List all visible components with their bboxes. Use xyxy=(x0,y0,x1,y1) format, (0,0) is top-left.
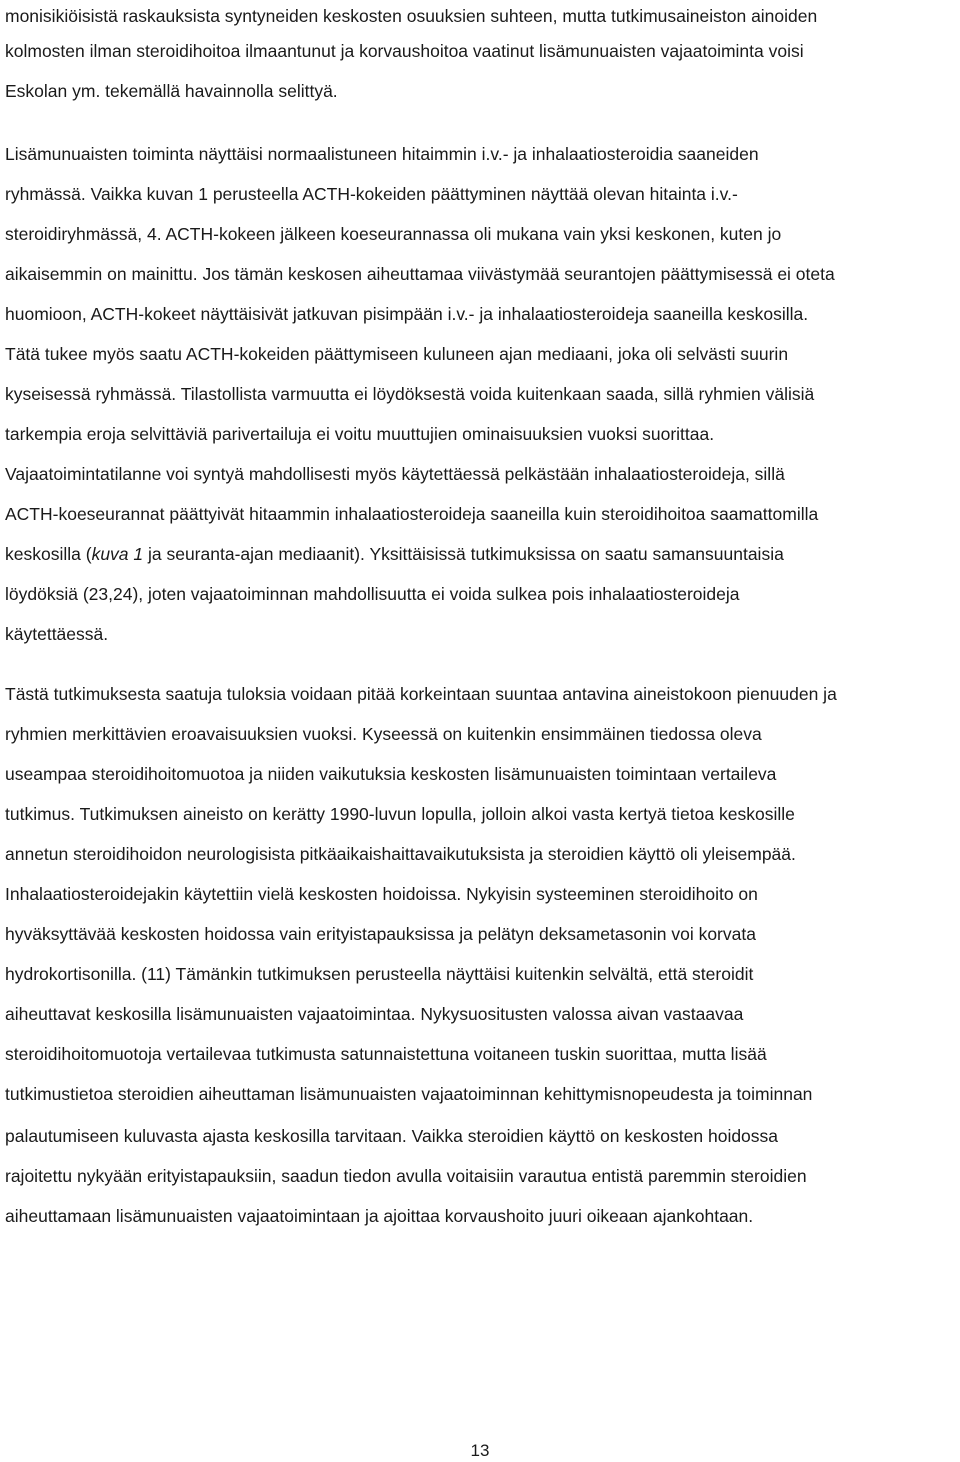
paragraph-line: hydrokortisonilla. (11) Tämänkin tutkimuksen perusteella näyttäisi kuitenkin selvältä, että steroidit xyxy=(5,964,754,984)
paragraph-line: Tätä tukee myös saatu ACTH-kokeiden päättymiseen kuluneen ajan mediaani, joka oli selvästi suurin xyxy=(5,344,789,364)
page-number: 13 xyxy=(470,1441,490,1460)
paragraph-line: tutkimustietoa steroidien aiheuttaman lisämunuaisten vajaatoiminnan kehittymisnopeudesta ja toiminnan xyxy=(5,1084,813,1104)
paragraph-line: ACTH-koeseurannat päättyivät hitaammin inhalaatiosteroideja saaneilla kuin steroidihoitoa saamattomilla xyxy=(5,504,819,524)
paragraph-line: käytettäessä. xyxy=(5,624,109,644)
paragraph-line: aikaisemmin on mainittu. Jos tämän keskosen aiheuttamaa viivästymää seurantojen päättymisessä ei oteta xyxy=(5,264,835,284)
paragraph-line: tarkempia eroja selvittäviä parivertailuja ei voitu muuttujien ominaisuuksien vuoksi suorittaa. xyxy=(5,424,715,444)
paragraph-line: Eskolan ym. tekemällä havainnolla selittyä. xyxy=(5,81,338,101)
paragraph-line: tutkimus. Tutkimuksen aineisto on kerätty 1990-luvun lopulla, jolloin alkoi vasta kertyä tietoa keskosille xyxy=(5,804,795,824)
paragraph-line: palautumiseen kuluvasta ajasta keskosilla tarvitaan. Vaikka steroidien käyttö on keskosten hoidossa xyxy=(5,1126,779,1146)
paragraph-line: steroidihoitomuotoja vertailevaa tutkimusta satunnaistettuna voitaneen tuskin suorittaa, mutta lisää xyxy=(5,1044,767,1064)
line-text-after: ja seuranta-ajan mediaanit). Yksittäisissä tutkimuksissa on saatu samansuuntaisia xyxy=(143,544,784,564)
paragraph-line xyxy=(5,543,784,565)
paragraph-line: huomioon, ACTH-kokeet näyttäisivät jatkuvan pisimpään i.v.- ja inhalaatiosteroideja saaneilla keskosilla. xyxy=(5,304,809,324)
paragraph-line: ryhmien merkittävien eroavaisuuksien vuoksi. Kyseessä on kuitenkin ensimmäinen tiedossa oleva xyxy=(5,724,762,744)
paragraph-line: löydöksiä (23,24), joten vajaatoiminnan mahdollisuutta ei voida sulkea pois inhalaatiosteroideja xyxy=(5,584,740,604)
paragraph-line: monisikiöisistä raskauksista syntyneiden keskosten osuuksien suhteen, mutta tutkimusaineiston ainoiden xyxy=(5,6,818,26)
paragraph-line: annetun steroidihoidon neurologisista pitkäaikaishaittavaikutuksista ja steroidien käyttö oli yleisempää. xyxy=(5,844,796,864)
paragraph-line: kolmosten ilman steroidihoitoa ilmaantunut ja korvaushoitoa vaatinut lisämunuaisten vajaatoiminta voisi xyxy=(5,41,804,61)
paragraph-line: Lisämunuaisten toiminta näyttäisi normaalistuneen hitaimmin i.v.- ja inhalaatiosteroidia saaneiden xyxy=(5,144,759,164)
paragraph-line: aiheuttamaan lisämunuaisten vajaatoimintaan ja ajoittaa korvaushoito juuri oikeaan ajankohtaan. xyxy=(5,1206,754,1226)
paragraph-line: hyväksyttävää keskosten hoidossa vain erityistapauksissa ja pelätyn deksametasonin voi korvata xyxy=(5,924,756,944)
paragraph-line: Inhalaatiosteroidejakin käytettiin vielä keskosten hoidoissa. Nykyisin systeeminen steroidihoito on xyxy=(5,884,758,904)
paragraph-line: rajoitettu nykyään erityistapauksiin, saadun tiedon avulla voitaisiin varautua entistä paremmin steroidien xyxy=(5,1166,807,1186)
figure-reference: kuva 1 xyxy=(91,544,144,564)
paragraph-line: Vajaatoimintatilanne voi syntyä mahdollisesti myös käytettäessä pelkästään inhalaatiosteroideja, sillä xyxy=(5,464,785,484)
paragraph-line: ryhmässä. Vaikka kuvan 1 perusteella ACTH-kokeiden päättyminen näyttää olevan hitainta i.v.- xyxy=(5,184,738,204)
line-text-before: keskosilla ( xyxy=(5,544,92,564)
paragraph-line: Tästä tutkimuksesta saatuja tuloksia voidaan pitää korkeintaan suuntaa antavina aineistokoon pienuuden ja xyxy=(5,684,837,704)
paragraph-line: aiheuttavat keskosilla lisämunuaisten vajaatoimintaa. Nykysuositusten valossa aivan vastaavaa xyxy=(5,1004,744,1024)
paragraph-line: kyseisessä ryhmässä. Tilastollista varmuutta ei löydöksestä voida kuitenkaan saada, sillä ryhmien välisiä xyxy=(5,384,815,404)
paragraph-line: steroidiryhmässä, 4. ACTH-kokeen jälkeen koeseurannassa oli mukana vain yksi keskonen, kuten jo xyxy=(5,224,782,244)
paragraph-line: useampaa steroidihoitomuotoa ja niiden vaikutuksia keskosten lisämunuaisten toimintaan vertaileva xyxy=(5,764,777,784)
